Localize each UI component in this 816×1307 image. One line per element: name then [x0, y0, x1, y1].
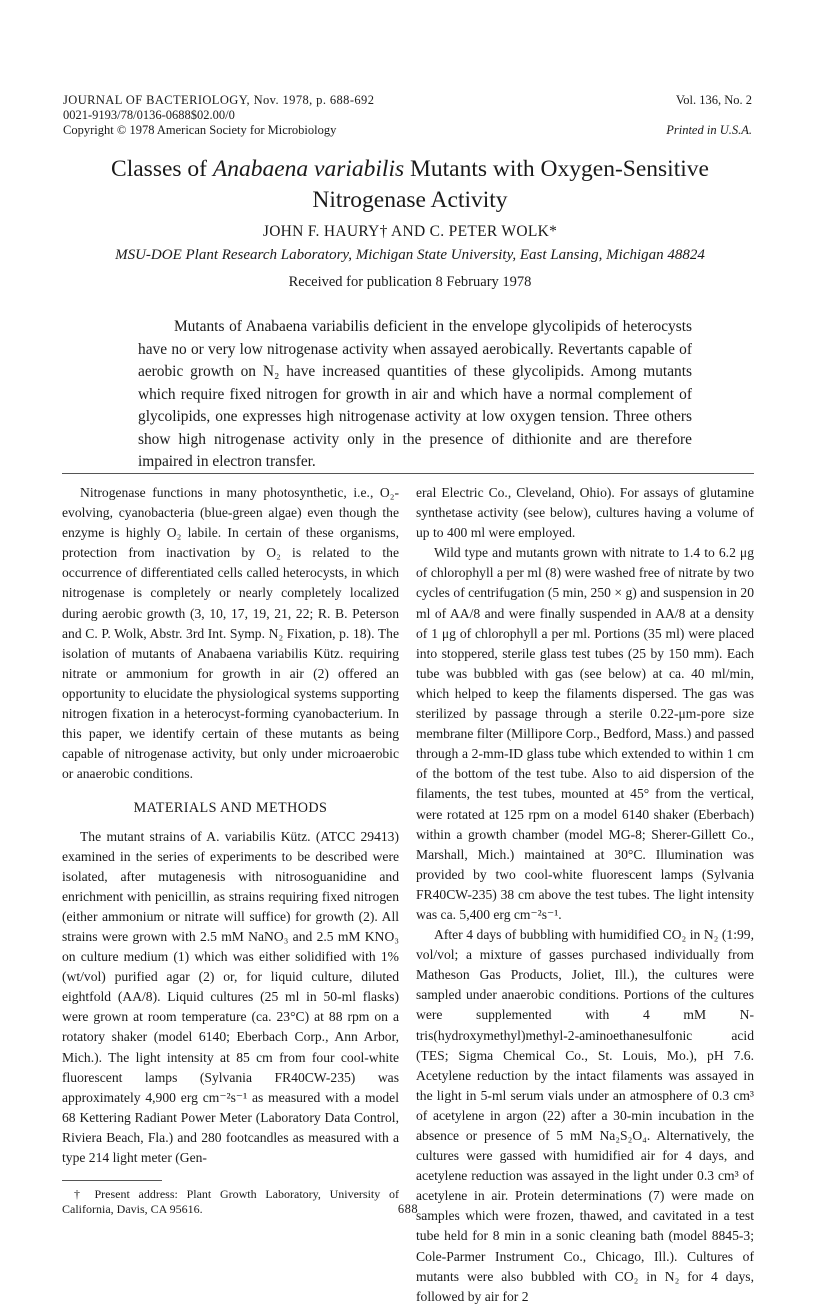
running-header-right	[512, 93, 752, 138]
section-heading: MATERIALS AND METHODS	[133, 800, 328, 817]
title-part-2: Mutants with Oxygen-Sensitive Nitrogenase Activity	[312, 156, 709, 213]
left-column	[62, 483, 399, 1217]
received-date: Received for publication 8 February 1978	[288, 274, 532, 290]
abstract-divider	[62, 473, 754, 474]
footnote: † Present address: Plant Growth Laboratory, University of California, Davis, CA 95616.	[62, 1187, 399, 1217]
journal-citation: JOURNAL OF BACTERIOLOGY, Nov. 1978, p. 688-692	[63, 93, 375, 107]
continuation-paragraph: eral Electric Co., Cleveland, Ohio). For assays of glutamine synthetase activity (see below), cultures having a volume of up to 400 ml were employed.	[416, 485, 754, 541]
footnote-divider	[62, 1180, 162, 1181]
intro-paragraph: Nitrogenase functions in many photosynthetic, i.e., O₂-evolving, cyanobacteria (blue-green algae) even though the enzyme is highly O₂ labile. In certain of these organisms, protection from inactivation by O₂ is related to the occurrence of differentiated cells called heterocysts, in which nitrogenase is completely or nearly completely localized during aerobic growth (3, 10, 17, 19, 21, 22; R. B. Peterson and C. P. Wolk, Abstr. 3rd Int. Symp. N₂ Fixation, p. 18). The isolation of mutants of Anabaena variabilis Kütz. requiring nitrate or ammonium for growth in air (2) offered an opportunity to elucidate the physiological systems supporting nitrogen fixation in a heterocyst-forming cyanobacterium. In this paper, we identify certain of these mutants as being capable of nitrogenase activity, but only under microaerobic or anaerobic conditions.	[62, 485, 399, 782]
article-title	[60, 154, 760, 216]
copyright-line: Copyright © 1978 American Society for Microbiology	[63, 123, 337, 137]
abstract: Mutants of Anabaena variabilis deficient in the envelope glycolipids of heterocysts have no or very low nitrogenase activity when assayed aerobically. Revertants capable of aerobic growth on N₂ have increased quantities of these glycolipids. Among mutants which require fixed nitrogen for growth in air and which have a normal complement of glycolipids, one expresses high nitrogenase activity at low oxygen tension. Three others show high nitrogenase activity only in the presence of dithionite and are therefore impaired in electron transfer.	[138, 318, 692, 470]
authors: JOHN F. HAURY† AND C. PETER WOLK*	[262, 223, 558, 240]
title-part-1: Classes of	[111, 156, 213, 182]
title-species: Anabaena variabilis	[212, 156, 405, 182]
running-header-left	[63, 93, 583, 138]
issn-line: 0021-9193/78/0136-0688$02.00/0	[63, 108, 235, 122]
right-column	[416, 483, 754, 1307]
printed-in: Printed in U.S.A.	[666, 123, 752, 137]
volume-issue: Vol. 136, No. 2	[675, 93, 752, 107]
affiliation: MSU-DOE Plant Research Laboratory, Michigan State University, East Lansing, Michigan 48824	[115, 247, 705, 263]
methods-paragraph-3: After 4 days of bubbling with humidified CO₂ in N₂ (1:99, vol/vol; a mixture of gasses purchased individually from Matheson Gas Products, Joliet, Ill.), the cultures were sampled under anaerobic conditions. Portions of the cultures were supplemented with 4 mM N-tris(hydroxymethyl)methyl-2-aminoethanesulfonic acid (TES; Sigma Chemical Co., St. Louis, Mo.), pH 7.6. Acetylene reduction by the intact filaments was assayed in the light in 5-ml serum vials under an atmosphere of 0.3 cm³ of acetylene in argon (22) after a 30-min incubation in the absence or presence of 5 mM Na₂S₂O₄. Alternatively, the cultures were gassed with humidified air for 4 days, and acetylene reduction was assayed in the light under 0.3 cm³ of acetylene in air. Protein determinations (7) were made on samples which were frozen, thawed, and cavitated in a test tube held for 8 min in a sonic cleaning bath (model 8845-3; Cole-Parmer Instrument Co., Chicago, Ill.). Cultures of mutants were also bubbled with CO₂ in N₂ for 4 days, followed by air for 2	[416, 927, 754, 1304]
page-number: 688	[397, 1202, 419, 1216]
methods-paragraph: The mutant strains of A. variabilis Kütz. (ATCC 29413) examined in the series of experiments to be described were isolated, after mutagenesis with nitrosoguanidine and enrichment with penicillin, as strains requiring fixed nitrogen (either ammonium or nitrate will suffice) for growth (2). All strains were grown with 2.5 mM NaNO₃ and 2.5 mM KNO₃ on culture medium (1) which was either solidified with 1% (wt/vol) purified agar (2) or, for liquid culture, diluted eightfold (AA/8). Liquid cultures (25 ml in 50-ml flasks) were grown at room temperature (ca. 23°C) at 88 rpm on a rotatory shaker (model 6140; Eberbach Corp., Ann Arbor, Mich.). The light intensity at 85 cm from four cool-white fluorescent lamps (Sylvania FR40CW-235) was approximately 4,900 erg cm⁻²s⁻¹ as measured with a model 68 Kettering Radiant Power Meter (Laboratory Data Control, Riviera Beach, Fla.) and 280 footcandles as measured with a type 214 light meter (Gen-	[62, 828, 399, 1165]
methods-paragraph-2: Wild type and mutants grown with nitrate to 1.4 to 6.2 μg of chlorophyll a per ml (8) were washed free of nitrate by two cycles of centrifugation (5 min, 250 × g) and suspension in 20 ml of AA/8 and were finally suspended in AA/8 at a density of 1 μg of chlorophyll a per ml. Portions (35 ml) were placed into stoppered, sterile glass test tubes (25 by 150 mm). Each tube was bubbled with gas (see below) at ca. 40 ml/min, which helped to keep the filaments dispersed. The gas was sterilized by passage through a sterile 0.22-μm-pore size membrane filter (Millipore Corp., Bedford, Mass.) and passed through a 2-mm-ID glass tube which extended to within 1 cm of the bottom of the test tube. Also to aid dispersion of the filaments, the test tubes, mounted at 45° from the vertical, were rotated at 125 rpm on a model 6140 shaker (Eberbach) within a growth chamber (model MG-8; Sherer-Gillett Co., Marshall, Mich.) maintained at 30°C. Illumination was provided by two cool-white fluorescent lamps (Sylvania FR40CW-235) 38 cm above the test tubes. The light intensity was ca. 5,400 erg cm⁻²s⁻¹.	[416, 545, 754, 922]
